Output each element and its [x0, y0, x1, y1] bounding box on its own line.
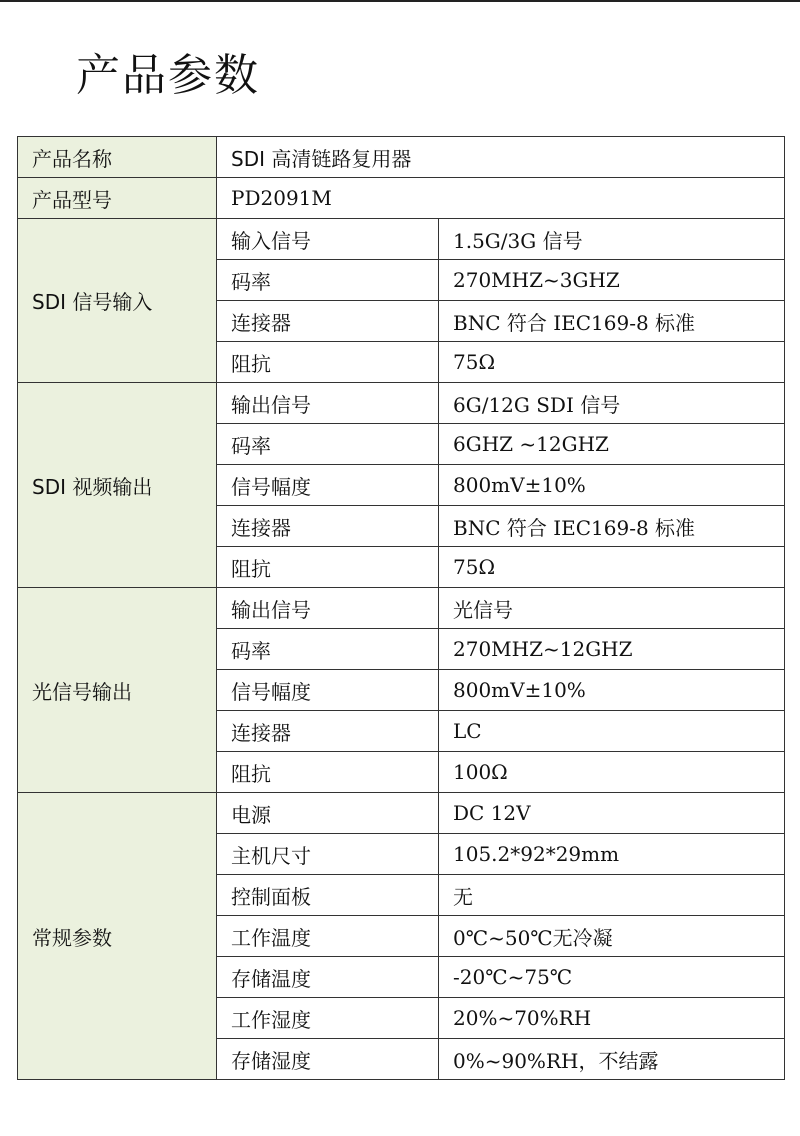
- param-name: 输出信号: [217, 383, 439, 424]
- table-row: [18, 588, 785, 629]
- param-value: 无: [439, 875, 785, 916]
- table-row: [18, 137, 785, 178]
- param-name: 阻抗: [217, 547, 439, 588]
- param-name: 输出信号: [217, 588, 439, 629]
- param-value: 0%~90%RH，不结露: [439, 1039, 785, 1080]
- param-value: 105.2*92*29mm: [439, 834, 785, 875]
- spec-table: [17, 136, 785, 1080]
- table-row: [18, 219, 785, 260]
- param-name: 输入信号: [217, 219, 439, 260]
- param-name: 码率: [217, 260, 439, 301]
- param-value: DC 12V: [439, 793, 785, 834]
- group-label: 常规参数: [18, 793, 217, 1080]
- param-value: 75Ω: [439, 547, 785, 588]
- row-label: 产品型号: [18, 178, 217, 219]
- param-value: -20℃~75℃: [439, 957, 785, 998]
- group-label: SDI 信号输入: [18, 219, 217, 383]
- param-name: 连接器: [217, 506, 439, 547]
- param-name: 主机尺寸: [217, 834, 439, 875]
- param-name: 信号幅度: [217, 670, 439, 711]
- param-name: 码率: [217, 424, 439, 465]
- table-row: [18, 793, 785, 834]
- param-value: BNC 符合 IEC169-8 标准: [439, 506, 785, 547]
- param-name: 工作温度: [217, 916, 439, 957]
- top-divider: [0, 0, 800, 2]
- param-value: 75Ω: [439, 342, 785, 383]
- param-value: 0℃~50℃无冷凝: [439, 916, 785, 957]
- group-label: 光信号输出: [18, 588, 217, 793]
- param-name: 存储温度: [217, 957, 439, 998]
- row-value: SDI 高清链路复用器: [217, 137, 785, 178]
- param-name: 信号幅度: [217, 465, 439, 506]
- param-value: 270MHZ~3GHZ: [439, 260, 785, 301]
- param-value: 光信号: [439, 588, 785, 629]
- param-value: BNC 符合 IEC169-8 标准: [439, 301, 785, 342]
- table-row: [18, 178, 785, 219]
- param-name: 存储湿度: [217, 1039, 439, 1080]
- param-name: 电源: [217, 793, 439, 834]
- param-name: 码率: [217, 629, 439, 670]
- row-label: 产品名称: [18, 137, 217, 178]
- group-label: SDI 视频输出: [18, 383, 217, 588]
- param-value: 800mV±10%: [439, 670, 785, 711]
- param-value: 100Ω: [439, 752, 785, 793]
- row-value: PD2091M: [217, 178, 785, 219]
- param-name: 阻抗: [217, 342, 439, 383]
- param-value: 6G/12G SDI 信号: [439, 383, 785, 424]
- table-row: [18, 383, 785, 424]
- param-value: 20%~70%RH: [439, 998, 785, 1039]
- param-value: 270MHZ~12GHZ: [439, 629, 785, 670]
- param-name: 工作湿度: [217, 998, 439, 1039]
- param-value: 1.5G/3G 信号: [439, 219, 785, 260]
- param-name: 阻抗: [217, 752, 439, 793]
- param-name: 连接器: [217, 301, 439, 342]
- param-value: 6GHZ ~12GHZ: [439, 424, 785, 465]
- param-value: LC: [439, 711, 785, 752]
- param-name: 控制面板: [217, 875, 439, 916]
- page-title: 产品参数: [76, 50, 260, 101]
- param-value: 800mV±10%: [439, 465, 785, 506]
- param-name: 连接器: [217, 711, 439, 752]
